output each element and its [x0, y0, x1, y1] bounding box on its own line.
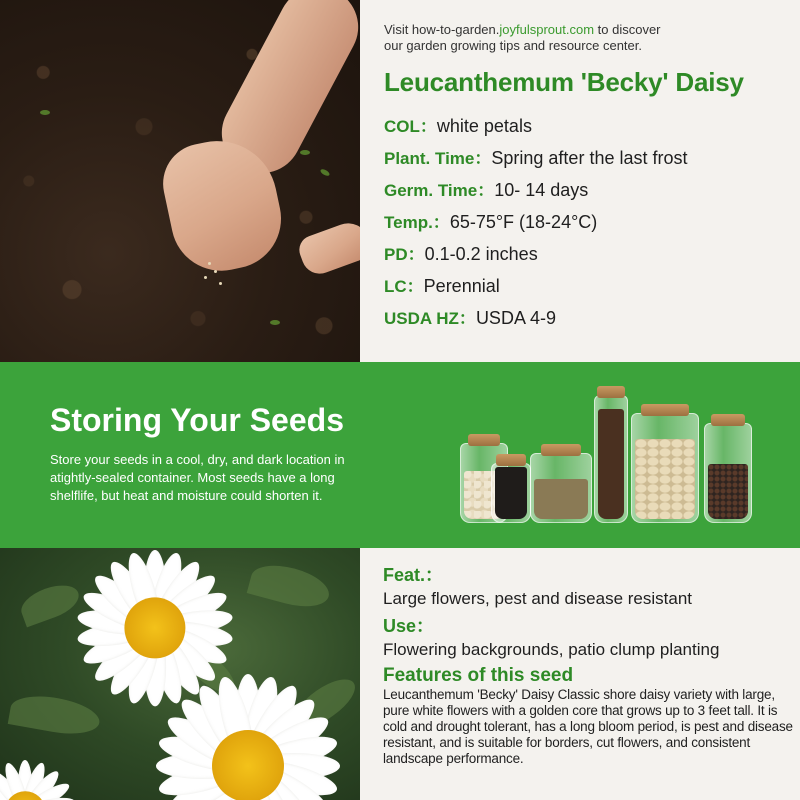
attribute-row-planting-depth: PD：0.1-0.2 inches — [384, 244, 538, 264]
storing-text: Store your seeds in a cool, dry, and dark location in atightly-sealed container. Most seeds have a long shelflife, but heat and moisture could shorten it. — [50, 452, 345, 503]
soil-hand-photo — [0, 0, 360, 362]
attribute-row-usda-zone: USDA HZ：USDA 4-9 — [384, 308, 556, 328]
visit-line2: our garden growing tips and resource center. — [384, 38, 642, 53]
attribute-row-germ-time: Germ. Time：10- 14 days — [384, 180, 589, 200]
features-title: Features of this seed — [383, 665, 574, 686]
daisy-flower — [0, 756, 80, 800]
details-panel — [383, 563, 795, 767]
visit-note — [384, 22, 794, 54]
features-text: Leucanthemum 'Becky' Daisy Classic shore daisy variety with large, pure white flowers with a golden core that grows up to 3 feet tall. It is cold and drought tolerant, has a long bloom period, is pest and disease resistant, and is suitable for borders, cut flowers, and consistent landscape performance. — [383, 687, 793, 766]
feat-label: Feat.： — [383, 565, 444, 585]
attribute-row-plant-time: Plant. Time：Spring after the last frost — [384, 148, 688, 168]
site-link[interactable]: joyfulsprout.com — [499, 22, 595, 37]
visit-suffix: to discover — [594, 22, 661, 37]
attribute-row-color: COL：white petals — [384, 116, 532, 136]
use-value: Flowering backgrounds, patio clump planting — [383, 640, 720, 659]
visit-prefix: Visit how-to-garden. — [384, 22, 500, 37]
attribute-row-life-cycle: LC：Perennial — [384, 276, 500, 296]
product-title: Leucanthemum 'Becky' Daisy — [384, 67, 744, 97]
feat-value: Large flowers, pest and disease resistant — [383, 589, 693, 608]
use-label: Use： — [383, 616, 435, 636]
product-info — [384, 22, 794, 334]
storing-title: Storing Your Seeds — [50, 402, 344, 438]
daisy-photo — [0, 548, 360, 800]
seed-jars-image — [455, 383, 755, 523]
attribute-list — [384, 110, 794, 334]
attribute-row-temp: Temp.：65-75°F (18-24°C) — [384, 212, 598, 232]
